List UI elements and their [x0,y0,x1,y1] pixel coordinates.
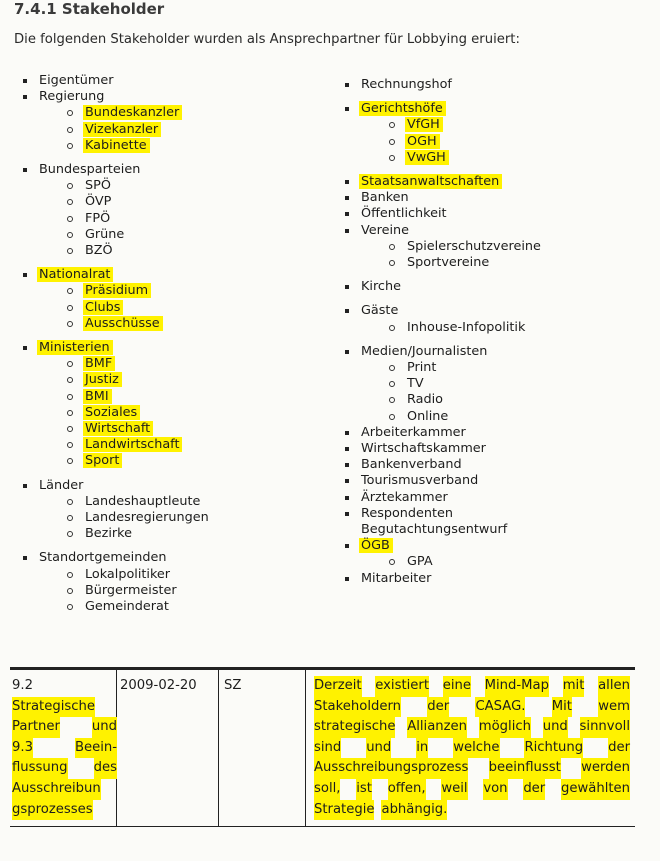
list-item [342,101,541,117]
list-item [20,389,209,405]
text-line [12,758,117,779]
list-item [20,478,209,494]
list-item-label: Bankenverband [361,457,462,473]
text-line [12,676,117,697]
list-item [342,376,541,392]
list-item-label: Gerichtshöfe [359,101,446,116]
list-item [342,473,541,489]
word: der [608,738,630,759]
word: Derzeit [314,676,362,697]
list-item [20,122,209,138]
list-item [342,134,541,150]
list-item [342,190,541,206]
text-line [314,676,630,697]
list-item-label: Soziales [83,405,140,420]
list-item-label: Vizekanzler [83,122,161,137]
list-item-label: Standortgemeinden [39,550,167,566]
text-line [12,697,117,718]
list-item [342,571,541,587]
list-item-label: GPA [407,554,433,570]
list-item-label: Bundeskanzler [83,105,182,120]
list-item [20,227,209,243]
list-item-label: Radio [407,392,443,408]
word: offen, [388,779,426,800]
text-line [314,717,630,738]
list-item-label: Bundesparteien [39,162,141,178]
text-line [314,800,630,821]
list-item [20,405,209,421]
list-item-label: Ärztekammer [361,489,448,505]
list-item-label: Bezirke [85,526,133,542]
list-item-label: Arbeiterkammer [361,424,466,440]
list-item [20,300,209,316]
table-cell-initials: SZ [224,678,242,693]
list-item-label: Landesregierungen [85,510,209,526]
list-item [20,340,209,356]
word: Partner [12,717,60,738]
table-cell-topic [12,676,117,820]
list-item [342,206,541,222]
word: der [427,697,449,718]
list-item-label: Online [407,408,449,424]
list-item [342,538,541,554]
list-item-label: Spielerschutzvereine [407,238,541,254]
word: und [366,738,391,759]
list-item-label: BZÖ [85,243,113,259]
list-item [20,283,209,299]
list-item-label: BMF [83,356,115,371]
list-item [20,73,209,89]
list-item-label: FPÖ [85,210,111,226]
word: möglich [479,717,531,738]
list-item-label: Regierung [39,89,105,105]
word: wem [598,697,630,718]
list-item-label: Bürgermeister [85,582,177,598]
word: Ausschreibungsprozess [314,758,468,779]
list-item [20,526,209,542]
list-item [20,267,209,283]
word: allen [598,676,630,697]
list-item [342,150,541,166]
text-line [12,738,117,759]
list-item-label: ÖVP [85,194,112,210]
list-item [342,457,541,473]
list-item [342,490,541,506]
list-item [20,138,209,154]
list-item [20,494,209,510]
list-item [342,506,541,538]
stakeholder-list-left [20,73,209,615]
word: weil [441,779,467,800]
list-item-label: Kirche [361,279,401,295]
list-item-label: Wirtschaft [83,421,153,436]
word: beeinflusst [489,758,561,779]
list-item [342,360,541,376]
list-item [342,77,541,93]
word: Mit [552,697,572,718]
word: und [92,717,117,738]
word: und [543,717,568,738]
intro-text: Die folgenden Stakeholder wurden als Ansprechpartner für Lobbying eruiert: [14,32,520,47]
word: Strategie [314,800,374,821]
list-item [20,162,209,178]
text-line [12,779,117,800]
list-item [20,421,209,437]
word: Mind-Map [485,676,549,697]
word: existiert [375,676,429,697]
list-item-label: SPÖ [85,178,111,194]
word: der [523,779,545,800]
word: Allianzen [407,717,467,738]
word: sind [314,738,341,759]
list-item-label: Rechnungshof [361,77,452,92]
word: gewählten [561,779,630,800]
list-item-label: Mitarbeiter [361,570,432,586]
text-line [12,717,117,738]
list-item-label: Clubs [83,300,123,315]
list-item-label: OGH [405,134,440,149]
list-item-label: Banken [361,190,409,206]
list-item-label: Tourismusverband [361,473,479,489]
word: Strategische [12,697,95,718]
word: abhängig. [381,800,447,821]
word: Beein- [75,738,117,759]
list-item [342,320,541,336]
list-item-label: Grüne [85,226,125,242]
list-item [20,178,209,194]
list-item-label: Öffentlichkeit [361,206,447,222]
text-line [314,779,630,800]
list-item-label: Gemeinderat [85,599,169,615]
list-item [20,453,209,469]
text-line [12,800,117,821]
word: ist [356,779,372,800]
word: von [483,779,507,800]
list-item [20,510,209,526]
word: gsprozesses [12,800,93,821]
list-item [20,211,209,227]
list-item [20,372,209,388]
list-item-line: Respondenten [361,505,454,521]
strategy-table [10,667,635,827]
list-item-label: Ausschüsse [83,316,163,331]
table-cell-description [314,676,630,820]
list-item-label: Ministerien [37,340,113,355]
word: flussung [12,758,68,779]
list-item-label: Inhouse-Infopolitik [407,319,526,335]
list-item [20,89,209,105]
list-item-label: Sportvereine [407,255,490,271]
list-item-line: Begutachtungsentwurf [361,522,508,538]
list-item-label: Print [407,360,437,376]
list-item [20,550,209,566]
word: mit [563,676,585,697]
word: des [94,758,117,779]
word: eine [443,676,471,697]
list-item [20,356,209,372]
list-item-label: Kabinette [83,138,150,153]
word: sinnvoll [580,717,630,738]
table-cell-date: 2009-02-20 [120,678,197,693]
list-item [20,437,209,453]
list-item-label: ÖGB [359,538,393,553]
list-item-label: Wirtschaftskammer [361,441,486,457]
list-item [20,105,209,121]
word: Richtung [524,738,583,759]
word: soll, [314,779,340,800]
list-item [20,316,209,332]
list-item [20,599,209,615]
list-item-label: Justiz [83,372,122,387]
list-item-label: Nationalrat [37,267,113,282]
word: werden [581,758,630,779]
list-item-label: BMI [83,389,112,404]
list-item [342,441,541,457]
word: 9.3 [12,738,33,759]
list-item [20,583,209,599]
list-item-label: Lokalpolitiker [85,566,171,582]
word: CASAG. [475,697,525,718]
word: Ausschreibun [12,779,101,800]
list-item [342,255,541,271]
list-item-label: Gäste [361,303,399,319]
word: Stakeholdern [314,697,401,718]
text-line [314,697,630,718]
text-line [314,738,630,759]
list-item [20,567,209,583]
word: in [416,738,428,759]
list-item [342,409,541,425]
list-item [342,117,541,133]
table-divider [218,670,219,826]
list-item-label: Sport [83,453,122,468]
list-item [342,554,541,570]
list-item [342,223,541,239]
list-item [342,392,541,408]
list-item [342,279,541,295]
section-heading: 7.4.1 Stakeholder [14,0,165,18]
table-divider [305,670,306,826]
word: welche [453,738,499,759]
word: 9.2 [12,678,33,693]
list-item-label: VwGH [405,150,449,165]
word: strategische [314,717,395,738]
list-item [342,425,541,441]
list-item-label: Medien/Journalisten [361,343,488,359]
list-item-label: Landeshauptleute [85,493,201,509]
list-item-label: Vereine [361,222,410,238]
list-item-label: TV [407,376,424,392]
list-item-label: Landwirtschaft [83,437,182,452]
list-item [342,344,541,360]
list-item-label: Länder [39,477,84,493]
list-item-label: Präsidium [83,283,151,298]
text-line [314,758,630,779]
list-item-label: VfGH [405,117,443,132]
stakeholder-list-right [342,77,541,587]
list-item [20,243,209,259]
list-item [342,303,541,319]
list-item [20,194,209,210]
list-item [342,239,541,255]
list-item-label: Eigentümer [39,73,114,88]
list-item-label: Staatsanwaltschaften [359,174,502,189]
list-item [342,174,541,190]
